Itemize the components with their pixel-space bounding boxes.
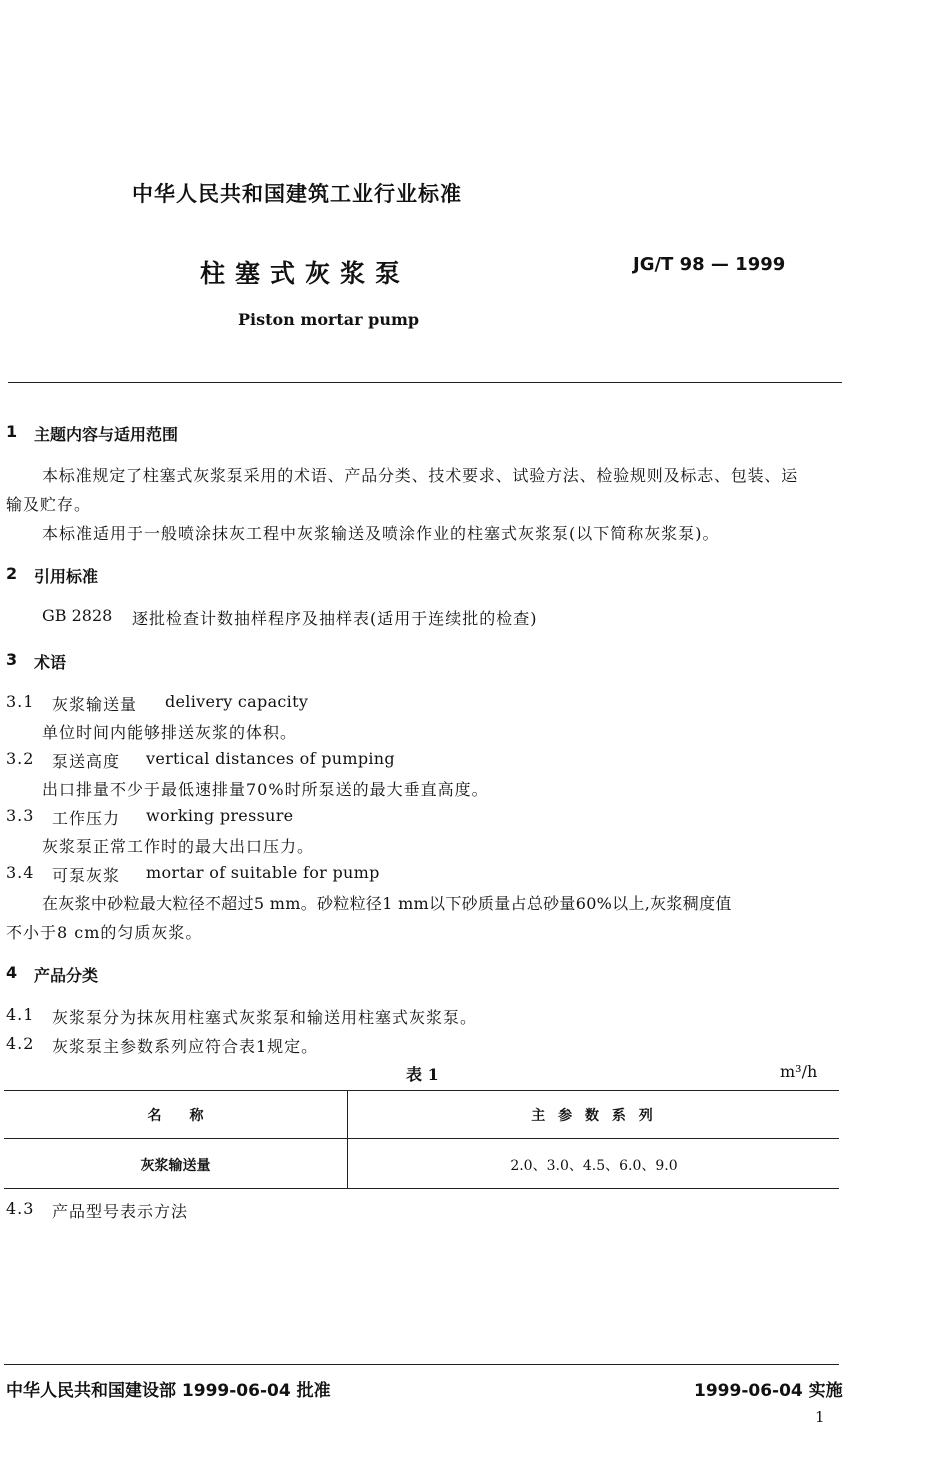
table-header-series: 主 参 数 系 列 — [531, 1108, 657, 1124]
term-number: 3.2 — [6, 749, 35, 768]
term-definition: 灰浆泵正常工作时的最大出口压力。 — [42, 837, 315, 856]
table-caption: 表 1 — [406, 1065, 439, 1084]
section-1-para2: 本标准适用于一般喷涂抹灰工程中灰浆输送及喷涂作业的柱塞式灰浆泵(以下简称灰浆泵)。 — [42, 524, 720, 543]
term-english: delivery capacity — [165, 692, 309, 711]
approval-note: 中华人民共和国建设部 1999-06-04 批准 — [6, 1381, 331, 1401]
section-4-title: 产品分类 — [34, 966, 99, 985]
term-definition: 出口排量不少于最低速排量70%时所泵送的最大垂直高度。 — [42, 780, 489, 799]
term-chinese: 灰浆输送量 — [52, 695, 138, 714]
page-number: 1 — [815, 1408, 825, 1426]
term-number: 3.4 — [6, 863, 35, 882]
header-divider — [8, 382, 842, 383]
table-unit: m³/h — [780, 1062, 818, 1081]
section-3-number: 3 — [6, 650, 18, 669]
issuing-agency: 中华人民共和国建筑工业行业标准 — [132, 182, 462, 206]
term-number: 3.1 — [6, 692, 35, 711]
table-cell-name: 灰浆输送量 — [140, 1158, 211, 1174]
term-number: 3.3 — [6, 806, 35, 825]
section-2-title: 引用标准 — [34, 567, 99, 586]
term-chinese: 可泵灰浆 — [52, 866, 121, 885]
effective-date: 1999-06-04 实施 — [694, 1381, 843, 1401]
section-4-number: 4 — [6, 963, 18, 982]
reference-title: 逐批检查计数抽样程序及抽样表(适用于连续批的检查) — [132, 609, 538, 628]
section-1-title: 主题内容与适用范围 — [34, 425, 179, 444]
term-definition-line1: 在灰浆中砂粒最大粒径不超过5 mm。砂粒粒径1 mm以下砂质量占总砂量60%以上,灰浆稠度值 — [42, 894, 732, 913]
document-title: 柱塞式灰浆泵 — [200, 259, 411, 288]
table-bottom-rule — [4, 1188, 839, 1189]
clause-number: 4.1 — [6, 1005, 35, 1024]
standard-code: JG/T 98 — 1999 — [633, 254, 786, 275]
section-1-para1-line2: 输及贮存。 — [6, 495, 92, 514]
term-english: working pressure — [146, 806, 294, 825]
english-title: Piston mortar pump — [238, 310, 420, 329]
term-definition: 单位时间内能够排送灰浆的体积。 — [42, 723, 298, 742]
clause-text: 灰浆泵分为抹灰用柱塞式灰浆泵和输送用柱塞式灰浆泵。 — [52, 1008, 478, 1027]
table-column-divider — [347, 1090, 348, 1188]
footer-divider — [4, 1364, 839, 1365]
table-top-rule — [4, 1090, 839, 1091]
section-1-number: 1 — [6, 422, 18, 441]
section-2-number: 2 — [6, 564, 18, 583]
clause-number: 4.2 — [6, 1034, 35, 1053]
clause-number: 4.3 — [6, 1199, 35, 1218]
table-cell-series: 2.0、3.0、4.5、6.0、9.0 — [510, 1158, 678, 1174]
reference-code: GB 2828 — [42, 606, 113, 625]
section-3-title: 术语 — [34, 653, 67, 672]
section-1-para1-line1: 本标准规定了柱塞式灰浆泵采用的术语、产品分类、技术要求、试验方法、检验规则及标志、包装、运 — [42, 466, 799, 485]
clause-text: 产品型号表示方法 — [52, 1202, 189, 1221]
term-english: vertical distances of pumping — [146, 749, 395, 768]
term-english: mortar of suitable for pump — [146, 863, 380, 882]
table-header-rule — [4, 1138, 839, 1139]
term-definition-line2: 不小于8 cm的匀质灰浆。 — [6, 923, 203, 942]
term-chinese: 泵送高度 — [52, 752, 121, 771]
term-chinese: 工作压力 — [52, 809, 121, 828]
clause-text: 灰浆泵主参数系列应符合表1规定。 — [52, 1037, 319, 1056]
table-header-name: 名 称 — [147, 1108, 204, 1124]
